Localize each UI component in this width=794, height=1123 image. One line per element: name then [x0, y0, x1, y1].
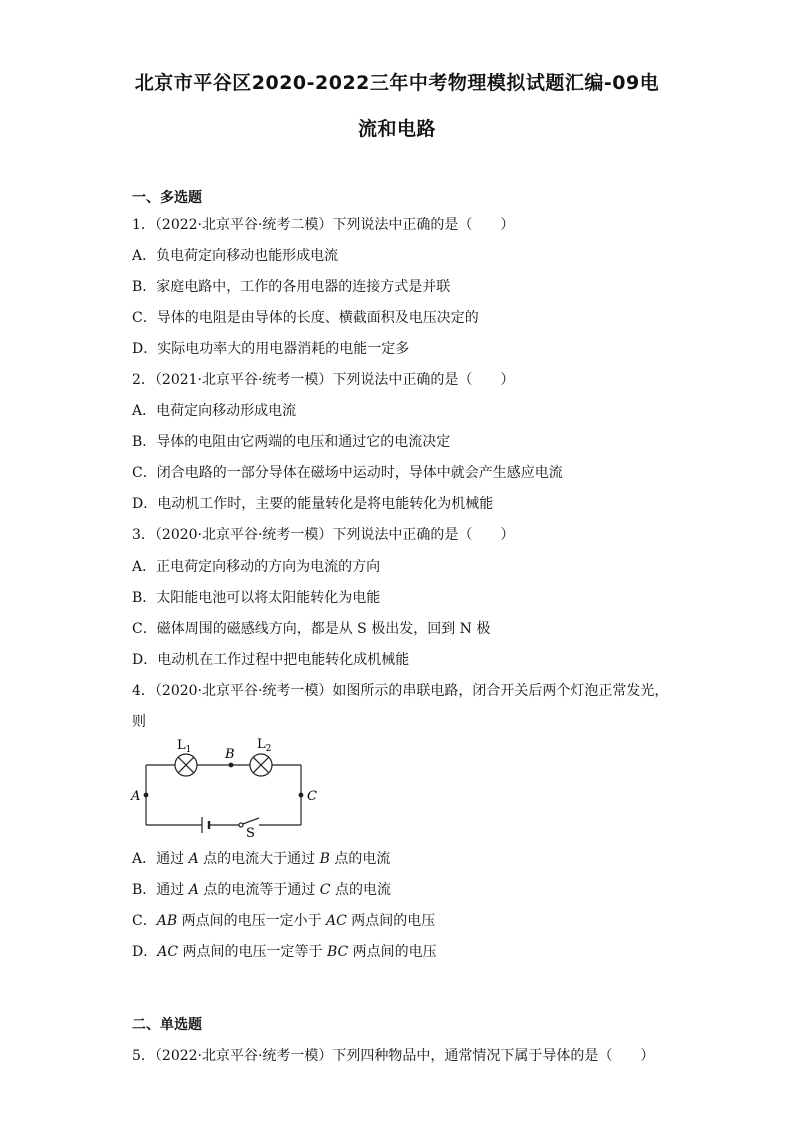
- question-4-option-c: C．AB 两点间的电压一定小于 AC 两点间的电压: [132, 913, 436, 929]
- question-1-stem: 1．（2022·北京平谷·统考二模）下列说法中正确的是（ ）: [132, 217, 515, 233]
- question-3-stem: 3．（2020·北京平谷·统考一模）下列说法中正确的是（ ）: [132, 527, 515, 543]
- question-2-stem: 2．（2021·北京平谷·统考一模）下列说法中正确的是（ ）: [132, 372, 515, 388]
- question-3-option-b: B．太阳能电池可以将太阳能转化为电能: [132, 590, 381, 606]
- battery-icon: [202, 817, 209, 833]
- question-5-stem: 5．（2022·北京平谷·统考一模）下列四种物品中，通常情况下属于导体的是（ ）: [132, 1048, 655, 1064]
- label-c: C: [307, 789, 317, 804]
- question-4-option-a: A．通过 A 点的电流大于通过 B 点的电流: [132, 851, 391, 867]
- section-heading-multiple-choice: 一、多选题: [132, 190, 202, 206]
- label-l2: $L_2$: [257, 737, 272, 754]
- label-b: B: [225, 747, 235, 762]
- question-4-option-b: B．通过 A 点的电流等于通过 C 点的电流: [132, 882, 391, 898]
- question-3-option-c: C．磁体周围的磁感线方向，都是从 S 极出发，回到 N 极: [132, 621, 491, 637]
- question-1-option-c: C．导体的电阻是由导体的长度、横截面积及电压决定的: [132, 310, 479, 326]
- question-2-option-b: B．导体的电阻由它两端的电压和通过它的电流决定: [132, 434, 451, 450]
- question-1-option-d: D．实际电功率大的用电器消耗的电能一定多: [132, 341, 410, 357]
- label-l1: $L_1$: [177, 738, 192, 755]
- question-2-option-d: D．电动机工作时，主要的能量转化是将电能转化为机械能: [132, 496, 494, 512]
- document-title-line2: 流和电路: [357, 118, 436, 140]
- question-2-option-a: A．电荷定向移动形成电流: [132, 403, 297, 419]
- question-4-option-d: D．AC 两点间的电压一定等于 BC 两点间的电压: [132, 944, 437, 960]
- node-b-dot: [229, 763, 234, 768]
- question-1-option-a: A．负电荷定向移动也能形成电流: [132, 248, 339, 264]
- question-1-option-b: B．家庭电路中，工作的各用电器的连接方式是并联: [132, 279, 451, 295]
- node-a-dot: [144, 793, 149, 798]
- label-s: S: [246, 826, 255, 841]
- question-2-option-c: C．闭合电路的一部分导体在磁场中运动时，导体中就会产生感应电流: [132, 465, 563, 481]
- label-a: A: [131, 789, 141, 804]
- document-title-line1: 北京市平谷区2020-2022三年中考物理模拟试题汇编-09电: [134, 72, 660, 94]
- series-circuit-diagram: [128, 733, 328, 843]
- section-heading-single-choice: 二、单选题: [132, 1017, 202, 1033]
- lamp-l2-icon: [250, 754, 272, 776]
- question-4-stem-continued: 则: [132, 714, 146, 730]
- question-4-stem: 4．（2020·北京平谷·统考一模）如图所示的串联电路，闭合开关后两个灯泡正常发光，: [132, 683, 669, 699]
- node-c-dot: [299, 793, 304, 798]
- question-3-option-a: A．正电荷定向移动的方向为电流的方向: [132, 559, 381, 575]
- question-3-option-d: D．电动机在工作过程中把电能转化成机械能: [132, 652, 410, 668]
- lamp-l1-icon: [175, 754, 197, 776]
